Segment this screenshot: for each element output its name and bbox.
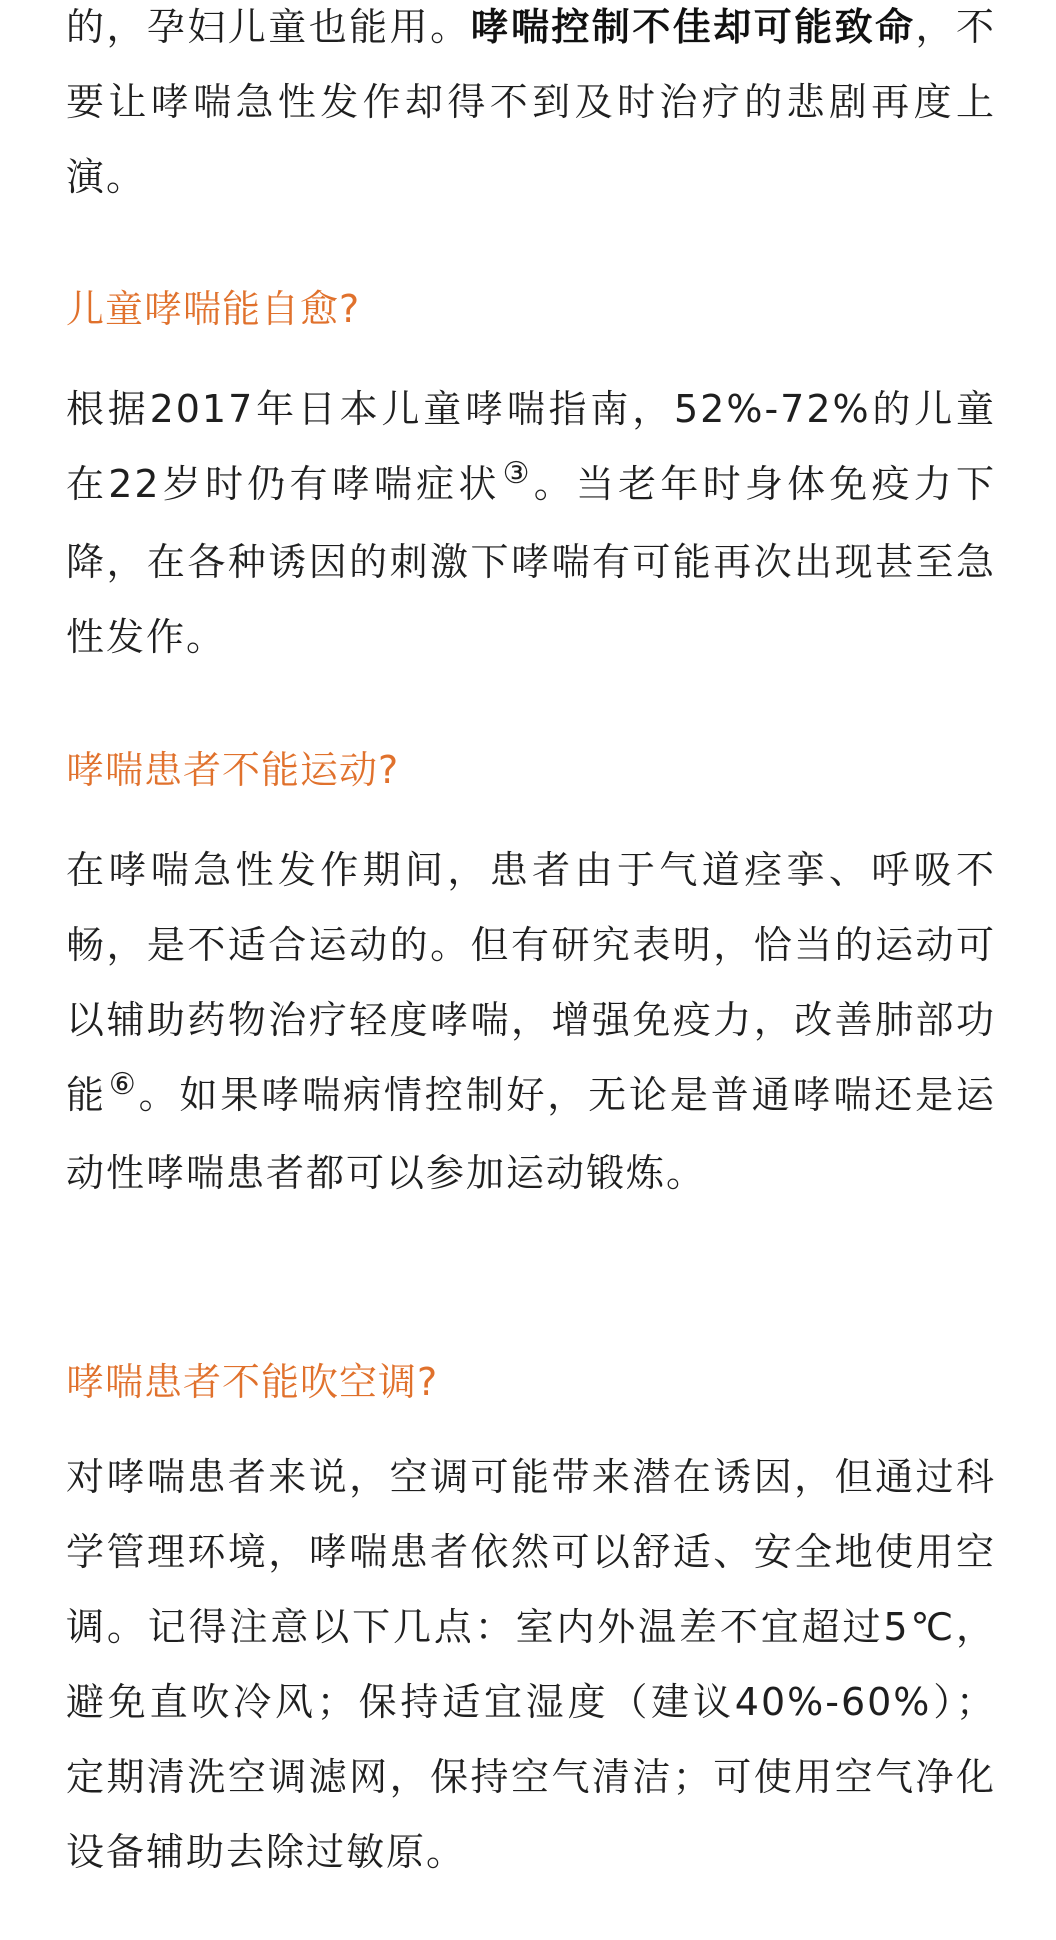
intro-text-1: 的，孕妇儿童也能用。 xyxy=(66,5,471,49)
reference-marker: ③ xyxy=(502,456,532,491)
reference-marker: ⑥ xyxy=(108,1067,137,1102)
intro-bold-text: 哮喘控制不佳却可能致命 xyxy=(470,5,916,49)
section-paragraph-air-conditioner: 对哮喘患者来说，空调可能带来潜在诱因，但通过科学管理环境，哮喘患者依然可以舒适、安全地使用空调。记得注意以下几点：室内外温差不宜超过5℃，避免直吹冷风；保持适宜湿度（建议40%-60%）；定期清洗空调滤网，保持空气清洁；可使用空气净化设备辅助去除过敏原。 xyxy=(66,1455,996,1874)
intro-paragraph xyxy=(66,0,996,215)
section-paragraph-child-asthma xyxy=(66,372,996,675)
paragraph-text: 在哮喘急性发作期间，患者由于气道痉挛、呼吸不畅，是不适合运动的。但有研究表明，恰当的运动可以辅助药物治疗轻度哮喘，增强免疫力，改善肺部功能 xyxy=(66,848,996,1117)
section-heading-air-conditioner: 哮喘患者不能吹空调? xyxy=(66,1360,439,1404)
paragraph-text: 。如果哮喘病情控制好，无论是普通哮喘还是运动性哮喘患者都可以参加运动锻炼。 xyxy=(66,1073,996,1195)
paragraph-text: 。当老年时身体免疫力下降，在各种诱因的刺激下哮喘有可能再次出现甚至急性发作。 xyxy=(66,462,996,659)
section-heading-exercise: 哮喘患者不能运动? xyxy=(66,748,400,792)
section-heading-child-asthma: 儿童哮喘能自愈? xyxy=(66,287,361,331)
section-paragraph-exercise xyxy=(66,833,996,1211)
intro-text-2: ，不要让哮喘急性发作却得不到及时治疗的悲剧再度上演。 xyxy=(66,5,996,199)
paragraph-text: 根据2017年日本儿童哮喘指南，52%-72%的儿童在22岁时仍有哮喘症状 xyxy=(66,387,996,506)
